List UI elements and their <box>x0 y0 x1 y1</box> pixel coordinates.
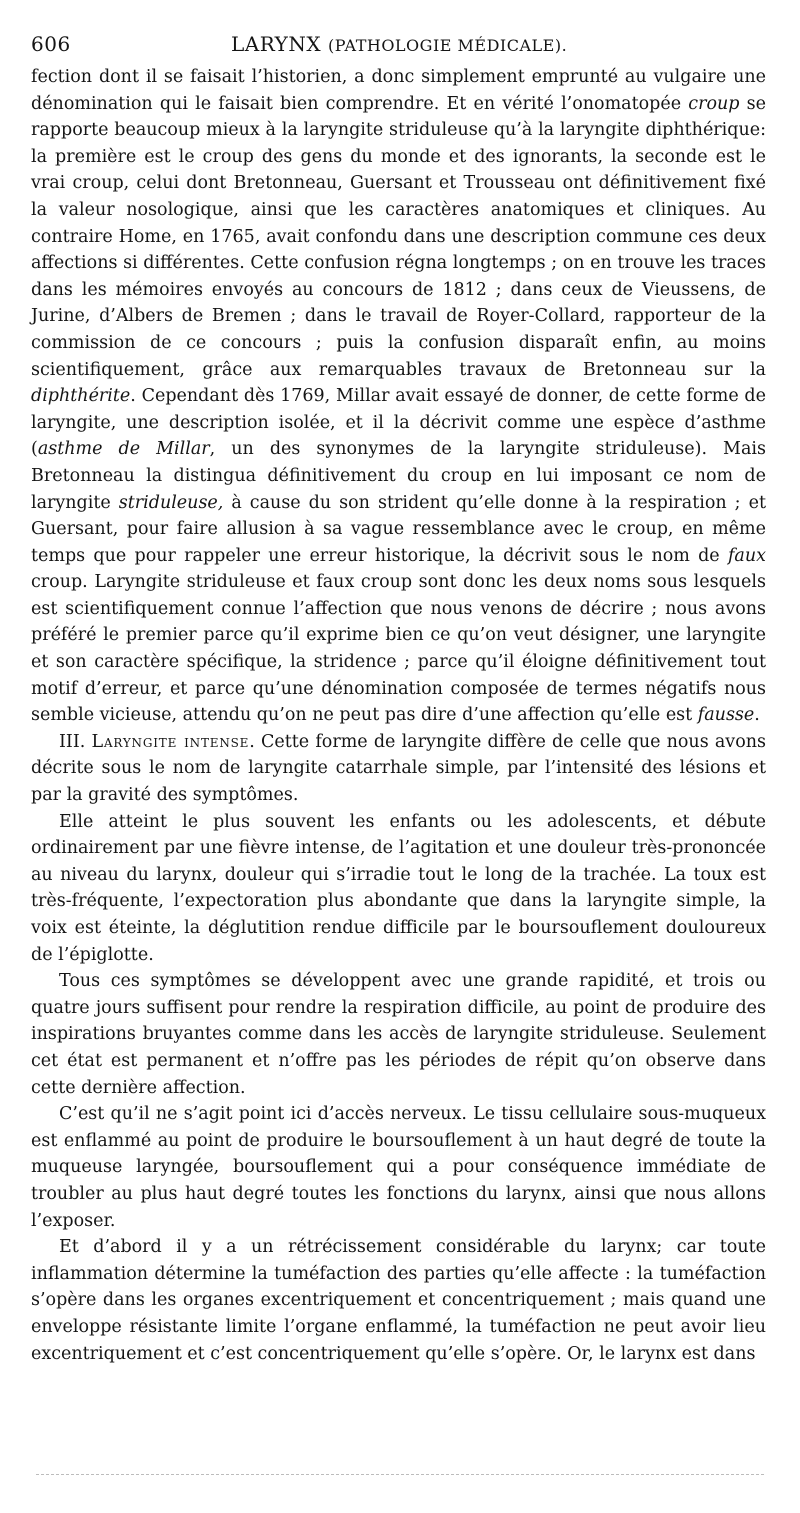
italic-term: faux <box>727 545 766 566</box>
section-heading: Laryngite intense <box>91 731 250 752</box>
paragraph <box>31 968 766 1101</box>
text-run: se rapporte beaucoup mieux à la laryngite striduleuse qu’à la laryngite diphthérique: la première est le croup des gens du monde et des ignorants, la seconde est le vrai croup, celui dont Bretonneau, Guersant et Trousseau ont définitivement fixé la valeur nosologique, ainsi que les caractères anatomiques et cliniques. Au contraire Home, en 1765, avait confondu dans une description commune ces deux affections si différentes. Cette confusion régna longtemps ; on en trouve les traces dans les mémoires envoyés au concours de 1812 ; dans ceux de Vieussens, de Jurine, d’Albers de Bremen ; dans le travail de Royer-Collard, rapporteur de la commission de ce concours ; puis la confusion disparaît enfin, au moins scientifiquement, grâce aux remarquables travaux de Bretonneau sur la <box>31 93 766 380</box>
book-page <box>31 30 766 1367</box>
italic-term: fausse <box>697 705 755 726</box>
italic-term: croup <box>688 93 740 114</box>
page-number: 606 <box>31 32 71 56</box>
text-run: croup. Laryngite striduleuse et faux croup sont donc les deux noms sous lesquels est scientifiquement connue l’affection que nous venons de décrire ; nous avons préféré le premier parce qu’il exprime bien ce qu’on veut désigner, une laryngite et son caractère spécifique, la stridence ; parce qu’il éloigne définitivement tout motif d’erreur, et parce qu’une dénomination composée de termes négatifs nous semble vicieuse, attendu qu’on ne peut pas dire d’une affection qu’elle est <box>31 572 766 726</box>
text-run: Elle atteint le plus souvent les enfants ou les adolescents, et débute ordinairement par une fièvre intense, de l’agitation et une douleur très-prononcée au niveau du larynx, douleur qui s’irradie tout le long de la trachée. La toux est très-fréquente, l’expectoration plus abondante que dans la laryngite simple, la voix est éteinte, la déglutition rendue difficile par le boursouflement douloureux de l’épiglotte. <box>31 811 766 965</box>
text-run: . Cette forme de laryngite diffère de celle que nous avons décrite sous le nom de laryngite catarrhale simple, par l’intensité des lésions et par la gravité des symptômes. <box>31 731 766 806</box>
paragraph <box>31 64 766 729</box>
paragraph <box>31 1101 766 1234</box>
running-head-subtitle: (PATHOLOGIE MÉDICALE). <box>327 36 568 55</box>
text-run: . <box>754 705 760 726</box>
text-run: . Cependant dès 1769, Millar avait essayé de donner, de cette forme de laryngite, une description isolée, et il la décrivit comme une espèce d’asthme ( <box>31 386 766 460</box>
paragraph <box>31 1234 766 1367</box>
text-run: Et d’abord il y a un rétrécissement considérable du larynx; car toute inflammation détermine la tuméfaction des parties qu’elle affecte : la tuméfaction s’opère dans les organes excentriquement et concentriquement ; mais quand une enveloppe résistante limite l’organe enflammé, la tuméfaction ne peut avoir lieu excentriquement et c’est concentriquement qu’elle s’opère. Or, le larynx est dans <box>31 1237 766 1364</box>
text-run: C’est qu’il ne s’agit point ici d’accès nerveux. Le tissu cellulaire sous-muqueux est enflammé au point de produire le boursouflement à un haut degré de toute la muqueuse laryngée, boursouflement qui a pour conséquence immédiate de troubler au plus haut degré toutes les fonctions du larynx, ainsi que nous allons l’exposer. <box>31 1104 766 1231</box>
running-head <box>231 32 567 56</box>
italic-term: asthme de Millar <box>37 439 210 460</box>
text-run: Tous ces symptômes se développent avec une grande rapidité, et trois ou quatre jours suffisent pour rendre la respiration difficile, au point de produire des inspirations bruyantes comme dans les accès de laryngite striduleuse. Seulement cet état est permanent et n’offre pas les périodes de répit qu’on observe dans cette dernière affection. <box>31 971 766 1098</box>
paragraph <box>31 729 766 809</box>
body-text <box>31 64 766 1367</box>
text-run: fection dont il se faisait l’historien, a donc simplement emprunté au vulgaire une dénomination qui le faisait bien comprendre. Et en vérité l’onomatopée <box>31 67 766 114</box>
italic-term: striduleuse, <box>118 492 224 513</box>
text-run: à cause du son strident qu’elle donne à la respiration ; et Guersant, pour faire allusion à sa vague ressemblance avec le croup, en même temps que pour rappeler une erreur historique, la décrivit sous le nom de <box>31 492 766 566</box>
italic-term: diphthérite <box>31 386 131 407</box>
text-run: III. <box>59 731 92 752</box>
paragraph <box>31 809 766 969</box>
running-head-title: LARYNX <box>231 32 322 56</box>
footer-rule <box>36 1474 764 1475</box>
text-run: , un des synonymes de la laryngite striduleuse). Mais Bretonneau la distingua définitivement du croup en lui imposant ce nom de laryngite <box>31 439 766 513</box>
page-header <box>31 30 766 64</box>
